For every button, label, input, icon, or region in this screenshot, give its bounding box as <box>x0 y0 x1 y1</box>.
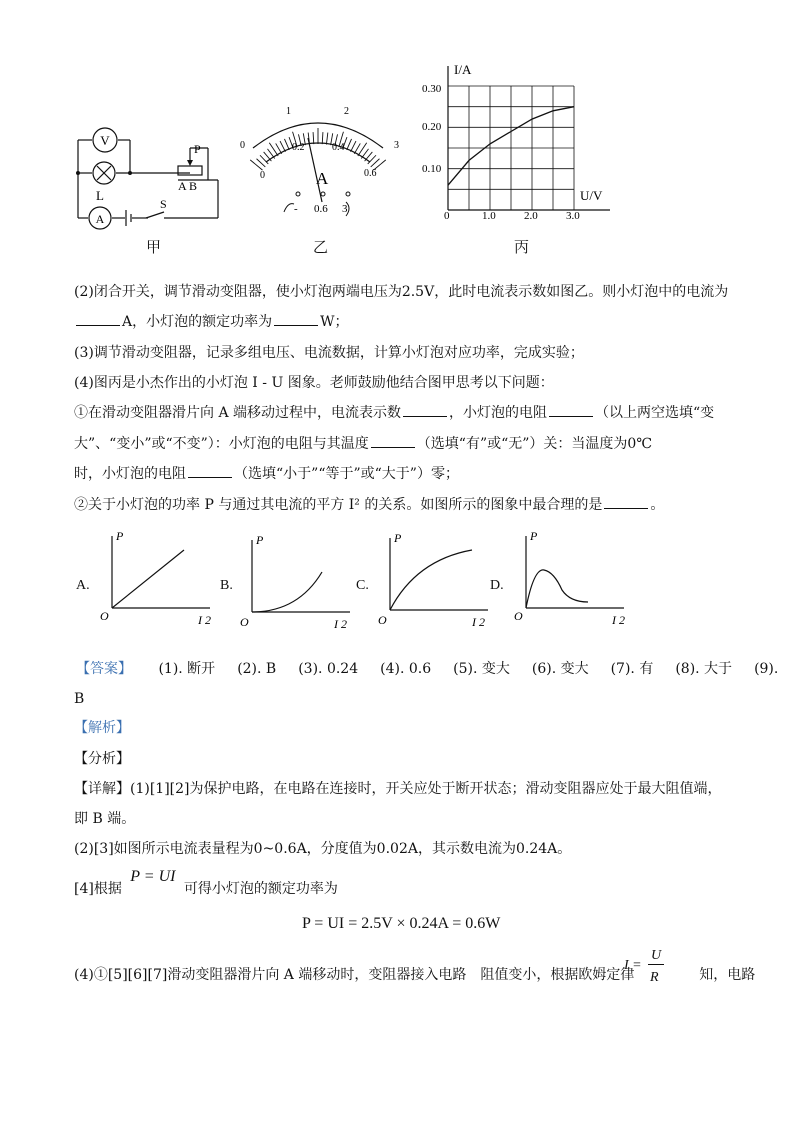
switch-label: S <box>160 197 167 211</box>
dial-unit: A <box>316 169 329 188</box>
dial-top-scale <box>240 106 399 151</box>
answer-blank <box>188 465 232 478</box>
svg-text:I 2: I 2 <box>612 613 625 627</box>
question-4: (4)图丙是小杰作出的小灯泡 I - U 图象。老师鼓励他结合图甲思考以下问题： <box>74 375 554 391</box>
option-d-graph <box>512 528 632 628</box>
answer-item: (3). 0.24 <box>298 661 359 677</box>
svg-text:O: O <box>378 613 387 627</box>
graph-ylabel: I/A <box>454 62 472 77</box>
svg-text:A: A <box>95 212 105 226</box>
formula-p-ui: P = UI <box>130 868 176 885</box>
graph-ytick: 0.20 <box>422 121 442 133</box>
formula-power-calc: P = UI = 2.5V × 0.24A = 0.6W <box>302 915 501 932</box>
option-b-label: B. <box>220 578 233 593</box>
answer-item: (8). 大于 <box>675 661 733 677</box>
answer-blank <box>604 496 648 509</box>
svg-text:O: O <box>240 615 249 629</box>
answer-item: (4). 0.6 <box>380 661 432 677</box>
graph-xtick: 3.0 <box>566 210 580 222</box>
graph-xtick: 0 <box>444 210 450 222</box>
question-4-1-line3: 时，小灯泡的电阻 （选填“小于”“等于”或“大于”）零； <box>74 466 459 482</box>
svg-text:0.4: 0.4 <box>332 142 345 153</box>
detail-line-1: 【详解】(1)[1][2]为保护电路，在电路在连接时，开关应处于断开状态；滑动变阻器应处于最大阻值端， <box>74 781 722 797</box>
svg-text:2: 2 <box>344 106 349 117</box>
detail-line-4: [4]根据 P = UI 可得小灯泡的额定功率为 <box>74 868 338 897</box>
svg-text:3: 3 <box>394 140 399 151</box>
graph-ytick: 0.10 <box>422 163 442 175</box>
figure-jia-caption: 甲 <box>146 238 162 256</box>
answer-blank <box>76 313 120 326</box>
option-a-graph <box>98 528 218 628</box>
circuit-diagram <box>70 120 240 230</box>
detail-line-5: (4)①[5][6][7]滑动变阻器滑片向 A 端移动时，变阻器接入电路 阻值变小，根据欧姆定律 知，电路 <box>74 967 756 983</box>
svg-text:3: 3 <box>342 203 348 215</box>
question-4-2: ②关于小灯泡的功率 P 与通过其电流的平方 I² 的关系。如图所示的图象中最合理的是 。 <box>74 497 665 513</box>
svg-text:P: P <box>256 533 264 547</box>
graph-xtick: 2.0 <box>524 210 538 222</box>
answer-item: (9). <box>754 661 779 677</box>
ammeter-symbol <box>89 207 111 229</box>
svg-text:0.6: 0.6 <box>364 168 377 179</box>
detail-line-3: (2)[3]如图所示电流表量程为0~0.6A，分度值为0.02A，其示数电流为0.24A。 <box>74 841 572 857</box>
answer-item: (2). B <box>237 661 277 677</box>
svg-text:O: O <box>514 609 523 623</box>
answer-row <box>76 660 778 678</box>
graph-xtick: 1.0 <box>482 210 496 222</box>
answer-tag: 【答案】 <box>76 661 132 677</box>
question-2-line1: (2)闭合开关，调节滑动变阻器，使小灯泡两端电压为2.5V，此时电流表示数如图乙。则小灯泡中的电流为 <box>74 284 729 300</box>
option-c-label: C. <box>356 578 369 593</box>
svg-text:0: 0 <box>240 140 245 151</box>
svg-text:P: P <box>530 529 538 543</box>
answer-blank <box>274 313 318 326</box>
question-4-1-line1: ①在滑动变阻器滑片向 A 端移动过程中，电流表示数 ，小灯泡的电阻 （以上两空选填“变 <box>74 405 715 421</box>
answer-last: B <box>74 691 85 707</box>
figure-yi-caption: 乙 <box>313 238 329 256</box>
option-c-graph <box>376 530 496 630</box>
svg-text:I 2: I 2 <box>198 613 211 627</box>
svg-text:I 2: I 2 <box>472 615 485 629</box>
answer-item: (5). 变大 <box>453 661 510 677</box>
svg-text:I 2: I 2 <box>334 617 347 631</box>
svg-text:V: V <box>100 133 110 148</box>
answer-blank <box>403 404 447 417</box>
question-4-1-line2: 大”、“变小”或“不变”）：小灯泡的电阻与其温度 （选填“有”或“无”）关：当温度为0℃ <box>74 436 652 452</box>
svg-text:P: P <box>394 531 402 545</box>
dial-terminals <box>294 203 348 215</box>
svg-text:0.6: 0.6 <box>314 203 328 215</box>
figure-bing-caption: 丙 <box>514 238 530 256</box>
slider-label: P <box>194 142 201 156</box>
graph-ytick: 0.30 <box>422 83 442 95</box>
svg-text:0: 0 <box>260 170 265 181</box>
lamp-label: L <box>96 188 104 203</box>
answer-blank <box>549 404 593 417</box>
svg-text:0.2: 0.2 <box>292 142 305 153</box>
question-2-line2: A，小灯泡的额定功率为 W； <box>74 313 349 331</box>
rheostat-ends-label: A B <box>178 179 198 193</box>
option-d-label: D. <box>490 578 504 593</box>
iu-graph <box>420 58 620 228</box>
answer-item: (1). 断开 <box>158 661 216 677</box>
svg-text:P: P <box>116 529 124 543</box>
analysis-tag: 【解析】 <box>74 720 130 736</box>
svg-text:-: - <box>294 203 298 215</box>
detail-line-2: 即 B 端。 <box>74 811 136 827</box>
graph-xlabel: U/V <box>580 188 603 203</box>
question-3: (3)调节滑动变阻器，记录多组电压、电流数据，计算小灯泡对应功率，完成实验； <box>74 345 584 361</box>
answer-item: (6). 变大 <box>531 661 589 677</box>
ammeter-dial <box>228 98 408 228</box>
svg-text:O: O <box>100 609 109 623</box>
fenxi-tag: 【分析】 <box>74 751 130 767</box>
answer-blank <box>371 435 415 448</box>
answer-item: (7). 有 <box>610 661 654 677</box>
option-a-label: A. <box>76 578 90 593</box>
svg-text:1: 1 <box>286 106 291 117</box>
voltmeter-symbol <box>93 128 117 152</box>
option-b-graph <box>238 532 358 632</box>
